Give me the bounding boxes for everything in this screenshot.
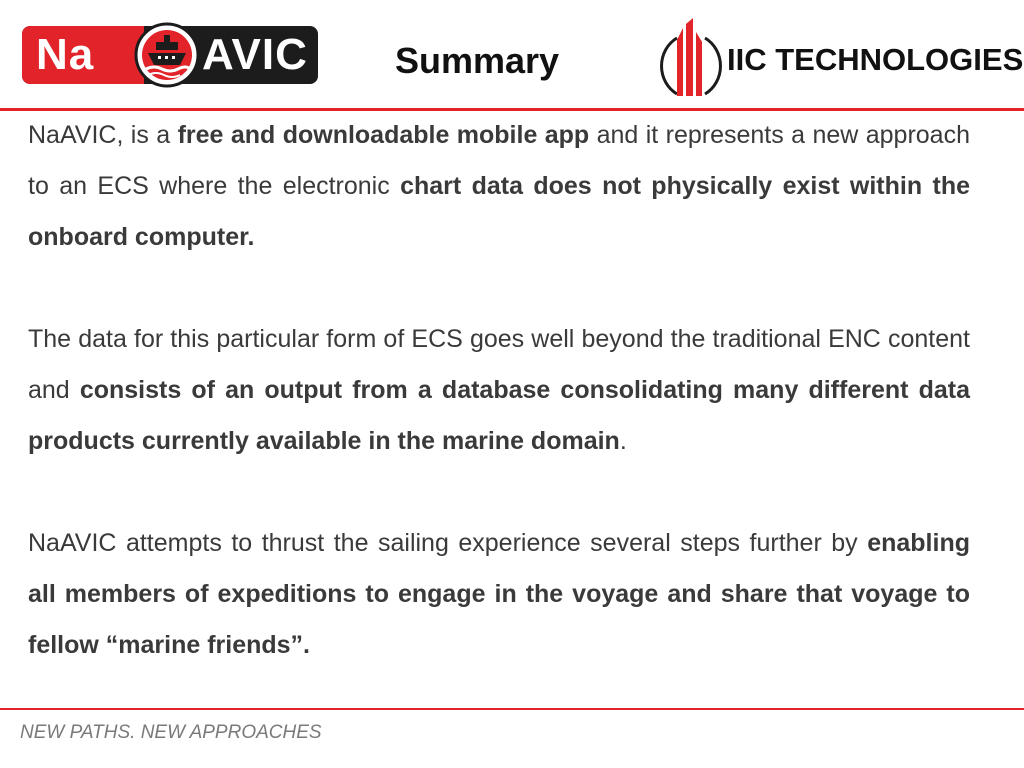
page-title: Summary [395,40,560,81]
iic-logo-name: IIC TECHNOLOGIES [727,42,1024,77]
summary-content [28,110,970,671]
paragraph-1 [28,110,970,263]
paragraph-3 [28,518,970,671]
paragraph-spacer [28,467,970,518]
paragraph-2-bold-1: consists of an output from a database consolidating many different data products currently available in the marine domain [28,376,970,455]
ship-icon [134,22,200,88]
naavic-logo [22,22,322,86]
naavic-logo-text-right: AVIC [202,30,308,79]
footer-divider [0,708,1024,710]
paragraph-1-bold-2: chart data does not physically exist within the onboard computer. [28,172,970,251]
paragraph-2-text-1: The data for this particular form of ECS goes well beyond the traditional ENC content and [28,325,970,404]
paragraph-2 [28,314,970,467]
iic-mark-icon [655,18,727,100]
naavic-logo-text-left: Na [36,30,95,79]
paragraph-1-text-1: NaAVIC, is a [28,121,178,149]
footer-tagline: NEW PATHS. NEW APPROACHES [20,722,322,743]
iic-technologies-logo [655,18,1024,100]
paragraph-2-text-2: . [619,427,627,455]
paragraph-spacer [28,263,970,314]
paragraph-1-bold-1: free and downloadable mobile app [177,121,590,149]
paragraph-1-text-2: and it represents a new approach to an ECS where the electronic [28,121,970,200]
paragraph-3-bold-1: enabling all members of expeditions to engage in the voyage and share that voyage to fellow “marine friends”. [28,529,970,659]
paragraph-3-text-1: NaAVIC attempts to thrust the sailing experience several steps further by [28,529,868,557]
